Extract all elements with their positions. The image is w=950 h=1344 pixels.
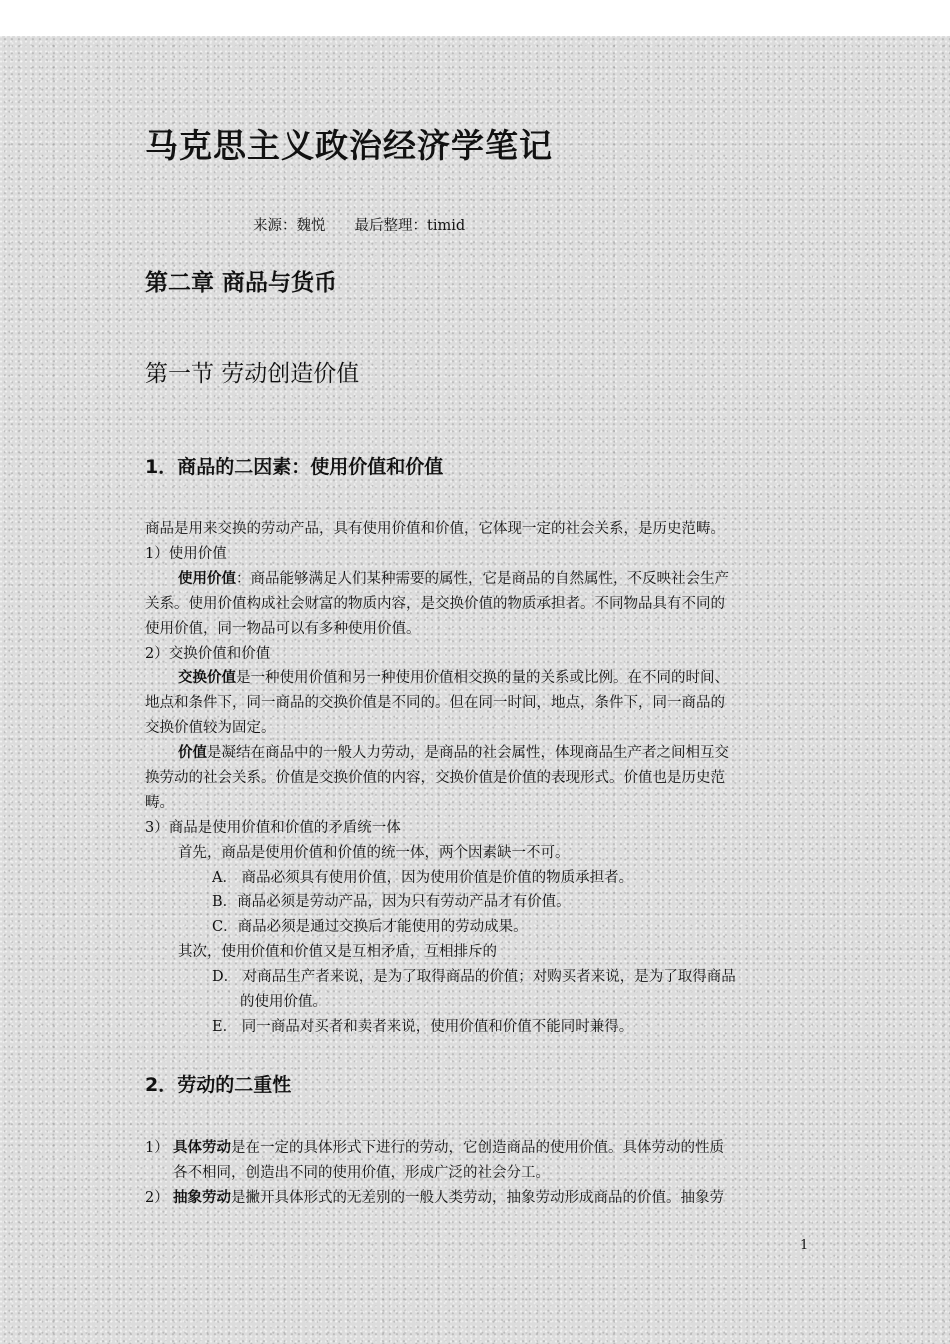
chapter-heading: 第二章 商品与货币 (145, 270, 338, 296)
subsection-heading-1: 1．商品的二因素：使用价值和价值 (145, 456, 444, 478)
page-number: 1 (800, 1238, 809, 1253)
item-heading-2: 2）交换价值和价值 (145, 646, 271, 662)
item-heading-1: 1）使用价值 (145, 546, 227, 562)
labor-item-1-line-2: 各不相同，创造出不同的使用价值，形成广泛的社会分工。 (173, 1165, 550, 1181)
list-item-d-line-2: 的使用价值。 (240, 994, 327, 1010)
item-heading-3: 3）商品是使用价值和价值的矛盾统一体 (145, 820, 401, 836)
term-exchange-value: 交换价值 (178, 670, 236, 686)
document-title: 马克思主义政治经济学笔记 (145, 126, 553, 165)
source-line: 来源：魏悦 最后整理：timid (253, 218, 466, 234)
term-value: 价值 (178, 745, 207, 761)
list-item-c: C．商品必须是通过交换后才能使用的劳动成果。 (212, 919, 528, 935)
list-item-e: E． 同一商品对买者和卖者来说，使用价值和价值不能同时兼得。 (212, 1019, 634, 1035)
exchange-value-line-3: 交换价值较为固定。 (145, 720, 276, 736)
labor-item-1-line-1: 1） 具体劳动是在一定的具体形式下进行的劳动，它创造商品的使用价值。具体劳动的性质 (145, 1140, 724, 1156)
value-line-1: 价值是凝结在商品中的一般人力劳动，是商品的社会属性，体现商品生产者之间相互交 (178, 745, 729, 761)
intro-paragraph: 商品是用来交换的劳动产品，具有使用价值和价值，它体现一定的社会关系，是历史范畴。 (145, 521, 725, 537)
value-line-3: 畴。 (145, 795, 174, 811)
exchange-value-line-1: 交换价值是一种使用价值和另一种使用价值相交换的量的关系或比例。在不同的时间、 (178, 670, 729, 686)
subsection-heading-2: 2．劳动的二重性 (145, 1074, 292, 1096)
section-heading: 第一节 劳动创造价值 (145, 361, 360, 387)
list-item-b: B．商品必须是劳动产品，因为只有劳动产品才有价值。 (212, 894, 571, 910)
use-value-line-3: 使用价值，同一物品可以有多种使用价值。 (145, 621, 421, 637)
first-point: 首先，商品是使用价值和价值的统一体，两个因素缺一不可。 (178, 845, 570, 861)
list-item-d-line-1: D． 对商品生产者来说，是为了取得商品的价值；对购买者来说，是为了取得商品 (212, 969, 736, 985)
term-use-value: 使用价值 (178, 571, 236, 587)
labor-item-2-line-1: 2） 抽象劳动是撇开具体形式的无差别的一般人类劳动，抽象劳动形成商品的价值。抽象劳 (145, 1190, 724, 1206)
exchange-value-line-2: 地点和条件下，同一商品的交换价值是不同的。但在同一时间，地点，条件下，同一商品的 (145, 695, 725, 711)
term-concrete-labor: 具体劳动 (173, 1140, 231, 1156)
second-point: 其次，使用价值和价值又是互相矛盾，互相排斥的 (178, 944, 497, 960)
use-value-line-2: 关系。使用价值构成社会财富的物质内容，是交换价值的物质承担者。不同物品具有不同的 (145, 596, 725, 612)
use-value-line-1: 使用价值：商品能够满足人们某种需要的属性，它是商品的自然属性，不反映社会生产 (178, 571, 729, 587)
value-line-2: 换劳动的社会关系。价值是交换价值的内容，交换价值是价值的表现形式。价值也是历史范 (145, 770, 725, 786)
list-item-a: A． 商品必须具有使用价值，因为使用价值是价值的物质承担者。 (212, 870, 634, 886)
term-abstract-labor: 抽象劳动 (173, 1190, 231, 1206)
